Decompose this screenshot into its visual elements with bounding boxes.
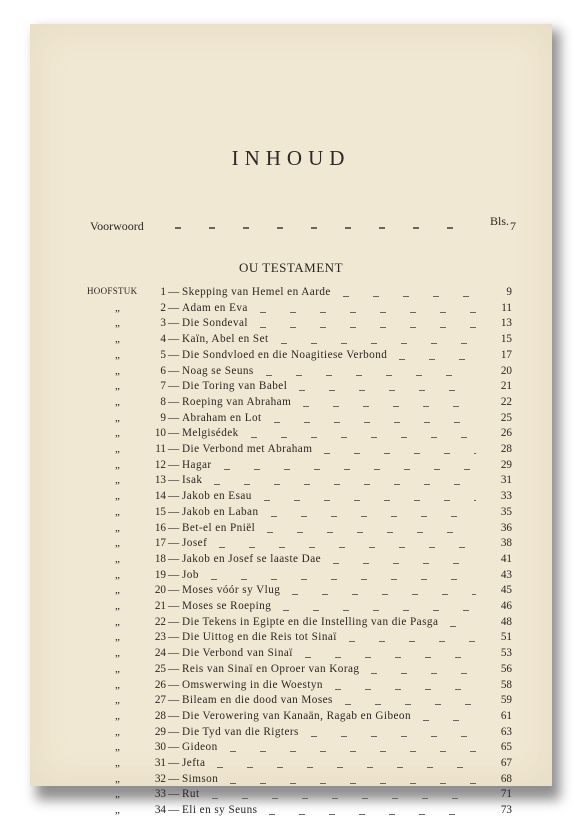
em-dash: — xyxy=(168,552,180,565)
chapter-title: Kaïn, Abel en Set xyxy=(182,333,269,346)
dot-leader xyxy=(251,437,476,438)
toc-row xyxy=(30,569,552,583)
chapter-title: Bet-el en Pniël xyxy=(182,521,256,534)
foreword-label: Voorwoord xyxy=(90,219,144,233)
dot-leader xyxy=(283,610,476,611)
ditto-mark: „ xyxy=(115,317,121,330)
chapter-number: 27 xyxy=(154,694,166,707)
chapter-number: 11 xyxy=(155,443,166,455)
page-number: 65 xyxy=(500,741,512,754)
chapter-number: 31 xyxy=(154,757,166,769)
chapter-title: Die Verbond met Abraham xyxy=(182,443,313,455)
toc-row xyxy=(30,553,552,567)
ditto-mark: „ xyxy=(115,490,121,503)
chapter-title: Job xyxy=(182,568,199,581)
em-dash: — xyxy=(168,631,180,644)
toc-row xyxy=(30,302,552,316)
page-number: 53 xyxy=(500,647,512,660)
chapter-number: 3 xyxy=(160,317,166,330)
toc-row xyxy=(30,726,552,740)
em-dash: — xyxy=(168,505,180,518)
em-dash: — xyxy=(168,741,180,754)
toc-row xyxy=(30,349,552,363)
ditto-mark: „ xyxy=(115,443,121,455)
page-title: INHOUD xyxy=(231,146,351,170)
dot-leader xyxy=(175,227,475,229)
dot-leader xyxy=(292,594,476,595)
dot-leader xyxy=(343,296,476,297)
page-number: 73 xyxy=(500,804,512,817)
toc-row xyxy=(30,600,552,614)
dot-leader xyxy=(349,641,476,642)
dot-leader xyxy=(311,736,476,737)
chapter-title: Simson xyxy=(182,772,219,785)
page-number: 58 xyxy=(500,678,512,691)
ditto-mark: „ xyxy=(115,411,121,424)
em-dash: — xyxy=(168,521,180,534)
dot-leader xyxy=(260,327,476,328)
chapter-title: Moses se Roeping xyxy=(182,600,272,612)
dot-leader xyxy=(324,453,476,454)
ditto-mark: „ xyxy=(115,631,121,644)
em-dash: — xyxy=(168,427,180,440)
chapter-number: 34 xyxy=(154,804,166,817)
dot-leader xyxy=(224,469,476,470)
page-number: 48 xyxy=(500,615,512,628)
page-number: 11 xyxy=(501,301,512,314)
chapter-title: Moses vóór sy Vlug xyxy=(182,584,281,597)
toc-row xyxy=(30,647,552,661)
chapter-number: 17 xyxy=(154,537,166,550)
chapter-number: 25 xyxy=(154,662,166,675)
dot-leader xyxy=(217,767,476,768)
em-dash: — xyxy=(168,757,180,769)
page-number: 51 xyxy=(500,631,512,644)
ditto-mark: „ xyxy=(115,662,121,675)
chapter-title: Die Sondeval xyxy=(182,317,248,330)
page-number: 22 xyxy=(500,395,512,408)
chapter-number: 5 xyxy=(160,348,166,361)
page-number: 56 xyxy=(500,662,512,675)
chapter-title: Eli en sy Seuns xyxy=(182,804,258,817)
chapter-number: 7 xyxy=(160,380,166,393)
chapter-number: 28 xyxy=(154,709,166,722)
toc-row xyxy=(30,788,552,802)
em-dash: — xyxy=(168,490,180,503)
chapter-number: 32 xyxy=(154,772,166,785)
chapter-number: 29 xyxy=(154,725,166,738)
toc-row xyxy=(30,380,552,394)
dot-leader xyxy=(399,359,476,360)
dot-leader xyxy=(214,484,476,485)
chapter-prefix: HOOFSTUK xyxy=(87,286,138,296)
ditto-mark: „ xyxy=(115,615,121,628)
em-dash: — xyxy=(168,317,180,330)
chapter-title: Rut xyxy=(182,788,200,801)
chapter-title: Jakob en Josef se laaste Dae xyxy=(182,552,322,565)
toc-row xyxy=(30,710,552,724)
page-number: 67 xyxy=(500,757,512,769)
toc-row xyxy=(30,490,552,504)
toc-row xyxy=(30,616,552,630)
ditto-mark: „ xyxy=(115,395,121,408)
chapter-number: 24 xyxy=(154,647,166,660)
dot-leader xyxy=(274,422,476,423)
ditto-mark: „ xyxy=(115,505,121,518)
page-number: 45 xyxy=(500,584,512,597)
toc-row xyxy=(30,537,552,551)
chapter-title: Adam en Eva xyxy=(182,301,248,314)
ditto-mark: „ xyxy=(115,757,121,769)
dot-leader xyxy=(212,798,476,799)
dot-leader xyxy=(281,343,476,344)
toc-row xyxy=(30,459,552,473)
page-number: 36 xyxy=(500,521,512,534)
toc-row xyxy=(30,522,552,536)
dot-leader xyxy=(266,375,476,376)
dot-leader xyxy=(271,516,476,517)
ditto-mark: „ xyxy=(115,647,121,660)
page-number: 28 xyxy=(500,443,512,455)
ditto-mark: „ xyxy=(115,552,121,565)
page-number: 38 xyxy=(500,537,512,550)
chapter-title: Jefta xyxy=(182,757,206,769)
chapter-number: 20 xyxy=(154,584,166,597)
chapter-title: Roeping van Abraham xyxy=(182,395,292,408)
dot-leader xyxy=(219,547,476,548)
page-number: 33 xyxy=(500,490,512,503)
chapter-title: Jakob en Esau xyxy=(182,490,252,503)
page-number: 17 xyxy=(500,348,512,361)
chapter-number: 26 xyxy=(154,678,166,691)
chapter-number: 10 xyxy=(154,427,166,440)
chapter-number: 13 xyxy=(154,474,166,487)
foreword-page: 7 xyxy=(510,219,516,233)
em-dash: — xyxy=(168,615,180,628)
toc-row xyxy=(30,631,552,645)
chapter-number: 23 xyxy=(154,631,166,644)
toc-row xyxy=(30,741,552,755)
page-column-label: Bls. xyxy=(490,214,510,228)
chapter-title: Hagar xyxy=(182,458,212,471)
page-number: 21 xyxy=(500,380,512,393)
toc-row xyxy=(30,427,552,441)
chapter-number: 12 xyxy=(154,458,166,471)
chapter-title: Die Tekens in Egipte en die Instelling van die Pasga xyxy=(182,615,439,628)
page-number: 35 xyxy=(500,505,512,518)
chapter-title: Bileam en die dood van Moses xyxy=(182,694,333,707)
page-number: 20 xyxy=(500,364,512,377)
toc-row xyxy=(30,679,552,693)
chapter-number: 21 xyxy=(154,600,166,612)
em-dash: — xyxy=(168,662,180,675)
chapter-number: 2 xyxy=(160,301,166,314)
chapter-title: Josef xyxy=(182,537,208,550)
chapter-title: Abraham en Lot xyxy=(182,411,262,424)
dot-leader xyxy=(211,579,476,580)
chapter-number: 30 xyxy=(154,741,166,754)
page-number: 68 xyxy=(500,772,512,785)
toc-row xyxy=(30,412,552,426)
em-dash: — xyxy=(168,694,180,707)
em-dash: — xyxy=(168,443,180,455)
em-dash: — xyxy=(168,772,180,785)
page-number: 43 xyxy=(500,568,512,581)
page-number: 25 xyxy=(500,411,512,424)
chapter-title: Isak xyxy=(182,474,203,487)
dot-leader xyxy=(299,390,476,391)
page-number: 15 xyxy=(500,333,512,346)
chapter-number: 1 xyxy=(160,286,166,298)
toc-row xyxy=(30,757,552,771)
ditto-mark: „ xyxy=(115,474,121,487)
ditto-mark: „ xyxy=(115,333,121,346)
em-dash: — xyxy=(168,286,180,298)
dot-leader xyxy=(264,500,476,501)
ditto-mark: „ xyxy=(115,772,121,785)
dot-leader xyxy=(303,406,476,407)
em-dash: — xyxy=(168,647,180,660)
em-dash: — xyxy=(168,411,180,424)
ditto-mark: „ xyxy=(115,458,121,471)
ditto-mark: „ xyxy=(115,380,121,393)
chapter-title: Omswerwing in die Woestyn xyxy=(182,678,323,691)
dot-leader xyxy=(269,814,476,815)
em-dash: — xyxy=(168,584,180,597)
ditto-mark: „ xyxy=(115,694,121,707)
chapter-title: Die Uittog en die Reis tot Sinaï xyxy=(182,631,337,644)
page-number: 9 xyxy=(506,286,512,298)
chapter-title: Die Sondvloed en die Noagitiese Verbond xyxy=(182,348,388,361)
chapter-title: Die Verowering van Kanaän, Ragab en Gibeon xyxy=(182,709,412,722)
chapter-number: 16 xyxy=(154,521,166,534)
chapter-title: Jakob en Laban xyxy=(182,505,259,518)
chapter-number: 9 xyxy=(160,411,166,424)
toc-row xyxy=(30,584,552,598)
dot-leader xyxy=(335,689,476,690)
em-dash: — xyxy=(168,458,180,471)
ditto-mark: „ xyxy=(115,568,121,581)
em-dash: — xyxy=(168,380,180,393)
chapter-title: Reis van Sinaï en Oproer van Korag xyxy=(182,662,360,675)
em-dash: — xyxy=(168,600,180,612)
toc-row xyxy=(30,443,552,457)
em-dash: — xyxy=(168,788,180,801)
toc-row xyxy=(30,506,552,520)
dot-leader xyxy=(305,657,476,658)
page-number: 63 xyxy=(500,725,512,738)
chapter-number: 33 xyxy=(154,788,166,801)
chapter-title: Melgisédek xyxy=(182,427,239,440)
ditto-mark: „ xyxy=(115,600,121,612)
em-dash: — xyxy=(168,725,180,738)
dot-leader xyxy=(345,704,476,705)
toc-row xyxy=(30,694,552,708)
chapter-title: Noag se Seuns xyxy=(182,364,254,377)
chapter-number: 18 xyxy=(154,552,166,565)
chapter-number: 4 xyxy=(160,333,166,346)
em-dash: — xyxy=(168,678,180,691)
dot-leader xyxy=(260,312,476,313)
chapter-number: 6 xyxy=(160,364,166,377)
em-dash: — xyxy=(168,709,180,722)
em-dash: — xyxy=(168,364,180,377)
chapter-number: 19 xyxy=(154,568,166,581)
dot-leader xyxy=(230,751,476,752)
ditto-mark: „ xyxy=(115,584,121,597)
em-dash: — xyxy=(168,474,180,487)
chapter-number: 14 xyxy=(154,490,166,503)
chapter-title: Gideon xyxy=(182,741,218,754)
dot-leader xyxy=(333,563,476,564)
dot-leader xyxy=(267,532,476,533)
ditto-mark: „ xyxy=(115,804,121,817)
toc-row xyxy=(30,317,552,331)
page-number: 59 xyxy=(500,694,512,707)
em-dash: — xyxy=(168,568,180,581)
page-number: 41 xyxy=(500,552,512,565)
page-number: 29 xyxy=(500,458,512,471)
ditto-mark: „ xyxy=(115,725,121,738)
em-dash: — xyxy=(168,348,180,361)
toc-row xyxy=(30,333,552,347)
page-number: 46 xyxy=(500,600,512,612)
ditto-mark: „ xyxy=(115,537,121,550)
ditto-mark: „ xyxy=(115,301,121,314)
ditto-mark: „ xyxy=(115,364,121,377)
chapter-title: Die Tyd van die Rigters xyxy=(182,725,299,738)
book-page xyxy=(30,24,552,817)
chapter-title: Skepping van Hemel en Aarde xyxy=(182,286,331,298)
ditto-mark: „ xyxy=(115,709,121,722)
ditto-mark: „ xyxy=(115,348,121,361)
toc-row xyxy=(30,474,552,488)
em-dash: — xyxy=(168,333,180,346)
page-number: 61 xyxy=(500,709,512,722)
toc-row xyxy=(30,396,552,410)
toc-row xyxy=(30,286,552,300)
ditto-mark: „ xyxy=(115,788,121,801)
page-number: 26 xyxy=(500,427,512,440)
em-dash: — xyxy=(168,537,180,550)
toc-row xyxy=(30,365,552,379)
ditto-mark: „ xyxy=(115,521,121,534)
em-dash: — xyxy=(168,301,180,314)
toc-row xyxy=(30,663,552,677)
page-number: 71 xyxy=(500,788,512,801)
toc-row xyxy=(30,773,552,787)
chapter-title: Die Verbond van Sinaï xyxy=(182,647,293,660)
em-dash: — xyxy=(168,804,180,817)
chapter-number: 22 xyxy=(154,615,166,628)
ditto-mark: „ xyxy=(115,678,121,691)
dot-leader xyxy=(230,783,476,784)
ditto-mark: „ xyxy=(115,427,121,440)
page-number: 13 xyxy=(500,317,512,330)
ditto-mark: „ xyxy=(115,741,121,754)
chapter-number: 8 xyxy=(160,395,166,408)
dot-leader xyxy=(371,673,476,674)
section-title: OU TESTAMENT xyxy=(238,260,344,275)
toc-row xyxy=(30,804,552,818)
chapter-number: 15 xyxy=(154,505,166,518)
chapter-title: Die Toring van Babel xyxy=(182,380,288,393)
em-dash: — xyxy=(168,395,180,408)
dot-leader xyxy=(423,720,476,721)
page-number: 31 xyxy=(500,474,512,487)
